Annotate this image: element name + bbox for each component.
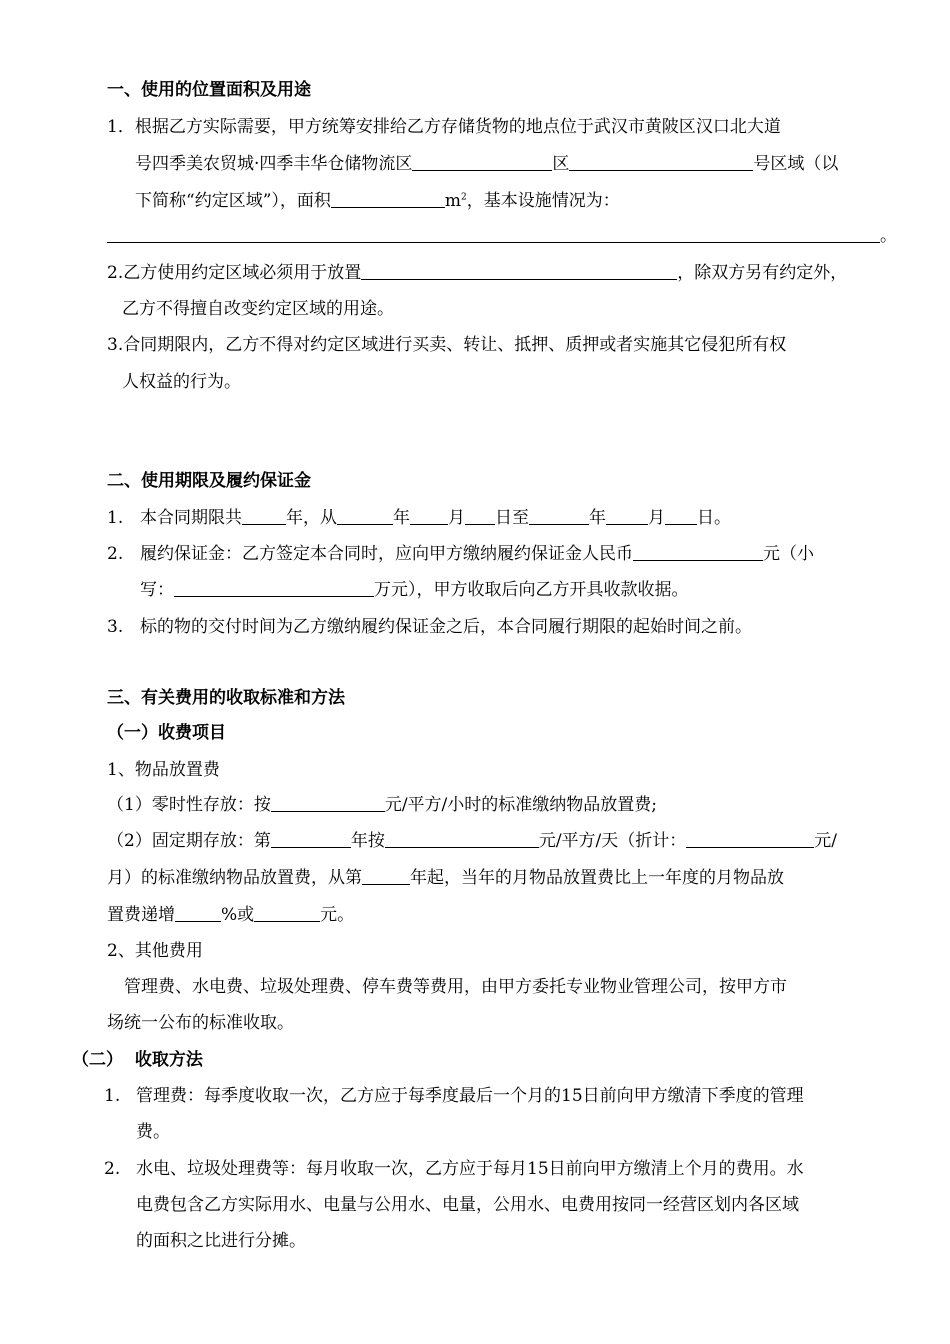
blank-end-year[interactable]	[529, 508, 589, 525]
s1-p1-line3: 下简称“约定区域”），面积 $m^2$，基本设施情况为：	[135, 191, 620, 211]
s1-p2-line2: 乙方不得擅自改变约定区域的用途。	[122, 299, 394, 319]
s1-p1-line1: 1．根据乙方实际需要，甲方统筹安排给乙方存储货物的地点位于武汉市黄陂区汉口北大道	[107, 117, 781, 137]
s3-item2: 2、其他费用	[107, 941, 203, 961]
blank-deposit-amount[interactable]	[633, 544, 763, 561]
s3-sub1-heading: （一）收费项目	[107, 723, 226, 743]
blank-hourly-rate[interactable]	[271, 795, 385, 812]
blank-daily-rate[interactable]	[385, 831, 539, 848]
blank-usage[interactable]	[361, 263, 677, 280]
s3-sub2-heading: （二） 收取方法	[72, 1050, 203, 1070]
s3-method2-line3: 的面积之比进行分摊。	[136, 1231, 306, 1251]
s1-p1-line4: 。	[107, 226, 897, 246]
blank-start-month[interactable]	[410, 508, 448, 525]
s2-item1-num: 1.	[107, 508, 124, 528]
blank-area-size[interactable]	[331, 191, 445, 208]
blank-start-day[interactable]	[465, 508, 495, 525]
s3-method2-line2: 电费包含乙方实际用水、电量与公用水、电量，公用水、电费用按同一经营区划内各区域	[136, 1195, 799, 1215]
s3-method1-line1: 管理费：每季度收取一次，乙方应于每季度最后一个月的15日前向甲方缴清下季度的管理	[136, 1086, 804, 1106]
section-2-heading: 二、使用期限及履约保证金	[107, 471, 311, 491]
blank-zone[interactable]	[412, 154, 552, 171]
s3-fixed-storage-line3: 置费递增 %或 元。	[107, 905, 355, 925]
blank-area-number[interactable]	[569, 154, 753, 171]
section-3-heading: 三、有关费用的收取标准和方法	[107, 688, 345, 708]
blank-monthly-equivalent[interactable]	[686, 831, 814, 848]
s2-item1: 本合同期限共 年，从 年 月 日至 年 月 日。	[140, 508, 731, 528]
s3-method2-num: 2.	[104, 1159, 121, 1179]
blank-increase-percent[interactable]	[175, 905, 221, 922]
s1-p2-line1: 2.乙方使用约定区域必须用于放置 ，除双方另有约定外，	[107, 263, 848, 283]
s2-item3: 标的物的交付时间为乙方缴纳履约保证金之后，本合同履行期限的起始时间之前。	[140, 617, 752, 637]
s3-item1: 1、物品放置费	[107, 760, 220, 780]
s2-item2-line2: 写： 万元），甲方收取后向乙方开具收款收据。	[140, 580, 689, 600]
s3-temp-storage: （1）零时性存放：按 元/平方/小时的标准缴纳物品放置费;	[107, 795, 658, 815]
s3-method2-line1: 水电、垃圾处理费等：每月收取一次，乙方应于每月15日前向甲方缴清上个月的费用。水	[136, 1159, 804, 1179]
s1-p3-line1: 3.合同期限内，乙方不得对约定区域进行买卖、转让、抵押、质押或者实施其它侵犯所有权	[107, 335, 787, 355]
blank-increase-amount[interactable]	[254, 905, 320, 922]
s1-p1-line2: 号四季美农贸城·四季丰华仓储物流区 区 号区域（以	[135, 154, 839, 174]
blank-end-day[interactable]	[665, 508, 697, 525]
blank-facilities[interactable]	[107, 226, 880, 243]
s2-item2-line1: 履约保证金：乙方签定本合同时，应向甲方缴纳履约保证金人民币 元（小	[140, 544, 814, 564]
blank-deposit-words[interactable]	[174, 580, 374, 597]
s3-other-fees-line2: 场统一公布的标准收取。	[107, 1013, 294, 1033]
s3-fixed-storage-line2: 月）的标准缴纳物品放置费，从第 年起，当年的月物品放置费比上一年度的月物品放	[107, 868, 784, 888]
section-1-heading: 一、使用的位置面积及用途	[107, 80, 311, 100]
s3-fixed-storage-line1: （2）固定期存放：第 年按 元/平方/天（折计： 元/	[107, 831, 838, 851]
s3-method1-num: 1.	[104, 1086, 121, 1106]
s2-item2-num: 2.	[107, 544, 124, 564]
s3-other-fees-line1: 管理费、水电费、垃圾处理费、停车费等费用，由甲方委托专业物业管理公司，按甲方市	[124, 977, 787, 997]
blank-start-year[interactable]	[337, 508, 393, 525]
blank-end-month[interactable]	[606, 508, 648, 525]
s1-p3-line2: 人权益的行为。	[122, 372, 241, 392]
blank-year-index[interactable]	[271, 831, 351, 848]
blank-term-years[interactable]	[242, 508, 286, 525]
s3-method1-line2: 费。	[136, 1122, 170, 1142]
s2-item3-num: 3.	[107, 617, 124, 637]
blank-increase-start-year[interactable]	[362, 868, 410, 885]
